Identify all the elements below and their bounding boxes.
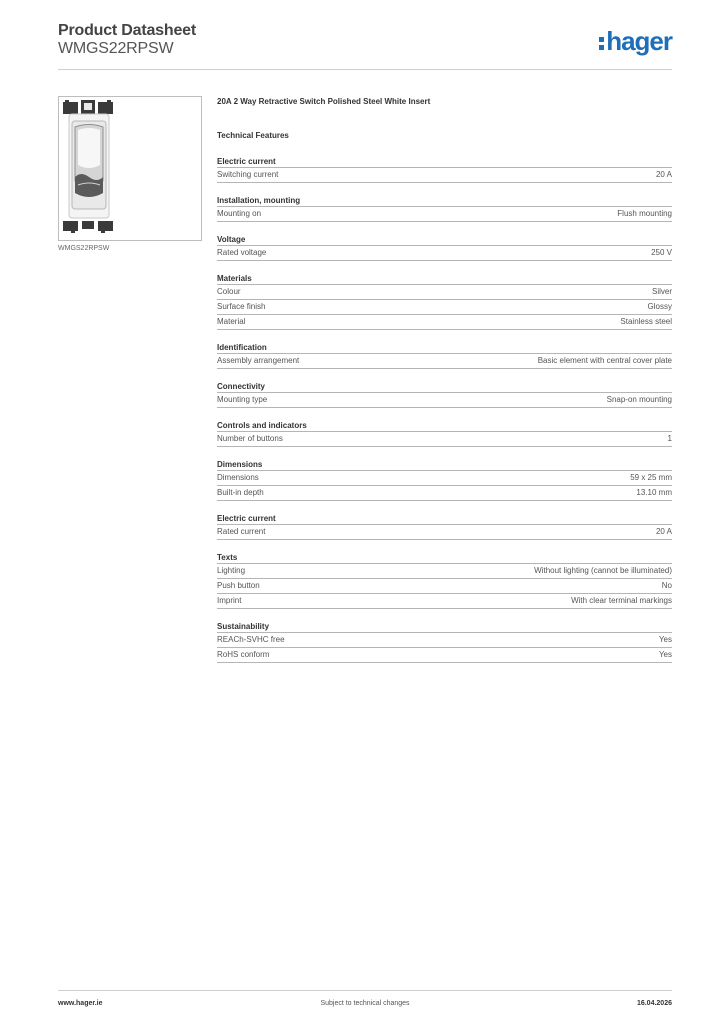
switch-illustration-icon xyxy=(59,97,201,240)
feature-label: Assembly arrangement xyxy=(217,356,300,365)
feature-section xyxy=(217,156,672,183)
technical-features-title: Technical Features xyxy=(217,131,289,140)
section-title: Electric current xyxy=(217,513,672,525)
feature-row xyxy=(217,525,672,540)
feature-label: Imprint xyxy=(217,596,242,605)
footer-note: Subject to technical changes xyxy=(320,1000,410,1007)
feature-value: 13.10 mm xyxy=(636,488,672,497)
feature-value: Stainless steel xyxy=(620,317,672,326)
feature-row xyxy=(217,579,672,594)
feature-label: Material xyxy=(217,317,246,326)
feature-row xyxy=(217,432,672,447)
feature-label: Built-in depth xyxy=(217,488,264,497)
feature-label: REACh-SVHC free xyxy=(217,635,285,644)
product-image xyxy=(58,96,202,241)
feature-value: Basic element with central cover plate xyxy=(537,356,672,365)
feature-row xyxy=(217,648,672,663)
feature-sections xyxy=(217,156,672,663)
feature-section xyxy=(217,195,672,222)
section-title: Materials xyxy=(217,273,672,285)
feature-label: RoHS conform xyxy=(217,650,270,659)
feature-value: Yes xyxy=(658,635,672,644)
feature-row xyxy=(217,246,672,261)
feature-label: Mounting on xyxy=(217,209,262,218)
feature-value: 20 A xyxy=(655,170,672,179)
feature-row xyxy=(217,633,672,648)
feature-section xyxy=(217,513,672,540)
feature-value: Silver xyxy=(651,287,672,296)
doc-title: Product Datasheet xyxy=(58,22,196,39)
feature-row xyxy=(217,168,672,183)
feature-section xyxy=(217,459,672,501)
features-column xyxy=(217,96,672,663)
feature-value: 250 V xyxy=(651,248,672,257)
feature-label: Mounting type xyxy=(217,395,268,404)
feature-label: Surface finish xyxy=(217,302,266,311)
feature-section xyxy=(217,234,672,261)
feature-section xyxy=(217,420,672,447)
feature-section xyxy=(217,342,672,369)
feature-row xyxy=(217,393,672,408)
feature-section xyxy=(217,273,672,330)
feature-row xyxy=(217,594,672,609)
feature-section xyxy=(217,552,672,609)
feature-label: Rated voltage xyxy=(217,248,267,257)
section-title: Electric current xyxy=(217,156,672,168)
section-title: Voltage xyxy=(217,234,672,246)
feature-section xyxy=(217,381,672,408)
feature-label: Lighting xyxy=(217,566,246,575)
feature-label: Rated current xyxy=(217,527,266,536)
feature-label: Colour xyxy=(217,287,241,296)
section-title: Identification xyxy=(217,342,672,354)
page-footer xyxy=(58,990,672,1014)
feature-value: With clear terminal markings xyxy=(571,596,672,605)
feature-label: Push button xyxy=(217,581,260,590)
footer-date: 16.04.2026 xyxy=(636,1000,672,1007)
feature-value: Glossy xyxy=(647,302,672,311)
feature-value: No xyxy=(661,581,672,590)
feature-row xyxy=(217,354,672,369)
feature-row xyxy=(217,207,672,222)
section-title: Sustainability xyxy=(217,621,672,633)
feature-row xyxy=(217,285,672,300)
feature-row xyxy=(217,564,672,579)
feature-row xyxy=(217,486,672,501)
footer-website: www.hager.ie xyxy=(58,1000,103,1007)
feature-label: Dimensions xyxy=(217,473,259,482)
section-title: Texts xyxy=(217,552,672,564)
feature-section xyxy=(217,621,672,663)
feature-value: 59 x 25 mm xyxy=(630,473,672,482)
feature-value: 1 xyxy=(667,434,672,443)
logo-text: hager xyxy=(606,26,672,56)
feature-row xyxy=(217,315,672,330)
doc-product-code: WMGS22RPSW xyxy=(58,40,174,57)
product-name: 20A 2 Way Retractive Switch Polished Steel White Insert xyxy=(217,97,431,106)
feature-value: Yes xyxy=(658,650,672,659)
feature-value: Without lighting (cannot be illuminated) xyxy=(534,566,672,575)
section-title: Connectivity xyxy=(217,381,672,393)
logo-dots-icon xyxy=(599,37,604,50)
section-title: Controls and indicators xyxy=(217,420,672,432)
feature-value: Snap-on mounting xyxy=(606,395,672,404)
hager-logo xyxy=(599,28,672,54)
section-title: Dimensions xyxy=(217,459,672,471)
feature-label: Switching current xyxy=(217,170,279,179)
product-image-caption: WMGS22RPSW xyxy=(58,245,110,252)
feature-row xyxy=(217,471,672,486)
page-header xyxy=(58,22,672,70)
feature-label: Number of buttons xyxy=(217,434,283,443)
feature-value: Flush mounting xyxy=(617,209,672,218)
section-title: Installation, mounting xyxy=(217,195,672,207)
feature-row xyxy=(217,300,672,315)
feature-value: 20 A xyxy=(655,527,672,536)
